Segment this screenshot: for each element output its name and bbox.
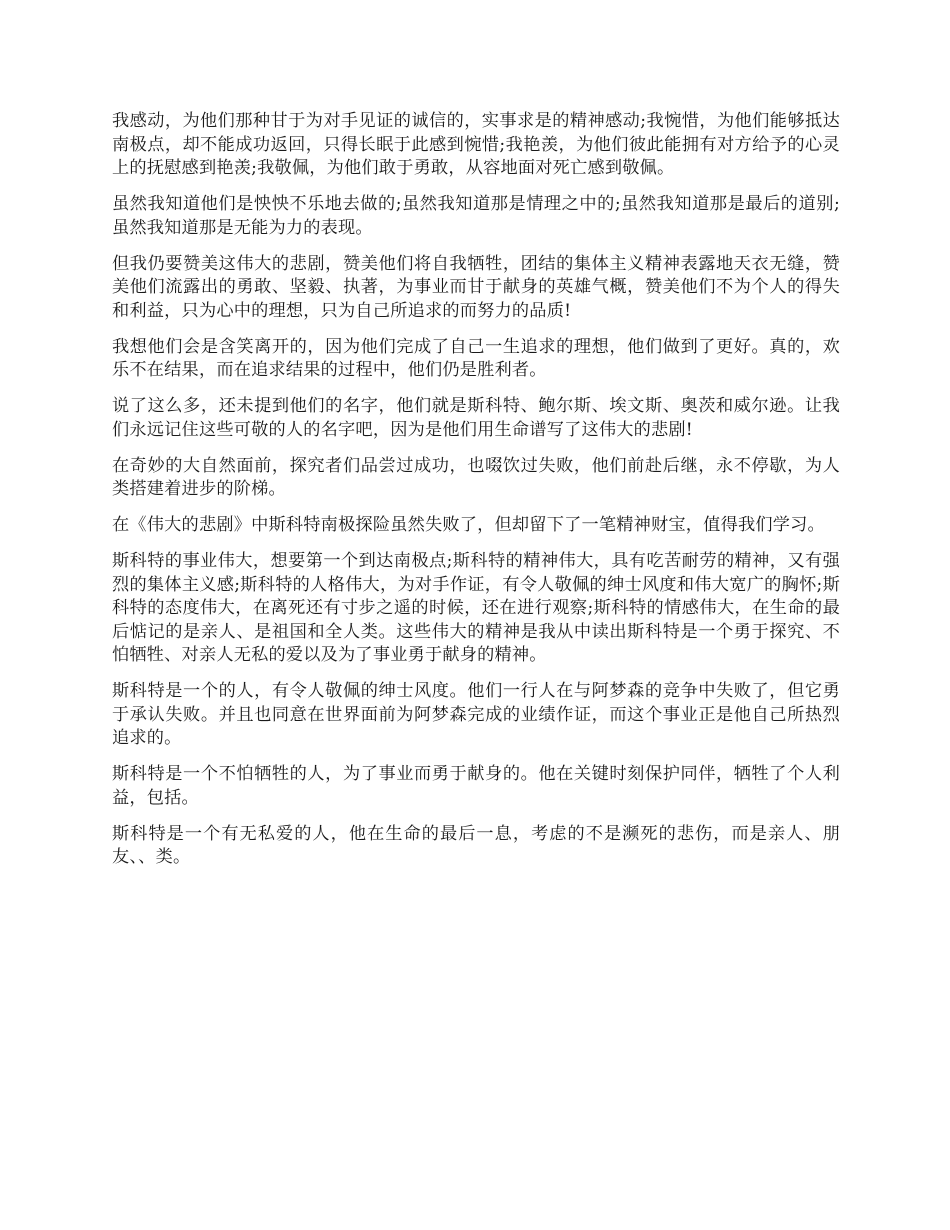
document-body (112, 110, 840, 882)
paragraph-10: 斯科特是一个不怕牺牲的人，为了事业而勇于献身的。他在关键时刻保护同伴，牺牲了个人利益，包括。 (112, 764, 840, 808)
paragraph-3: 但我仍要赞美这伟大的悲剧，赞美他们将自我牺牲，团结的集体主义精神表露地天衣无缝，赞美他们流露出的勇敢、坚毅、执著，为事业而甘于献身的英雄气概，赞美他们不为个人的得失和利益，只为心中的理想，只为自己所追求的而努力的品质! (112, 253, 840, 321)
paragraph-8: 斯科特的事业伟大，想要第一个到达南极点;斯科特的精神伟大，具有吃苦耐劳的精神，又有强烈的集体主义感;斯科特的人格伟大，为对手作证，有令人敬佩的绅士风度和伟大宽广的胸怀;斯科特的态度伟大，在离死还有寸步之遥的时候，还在进行观察;斯科特的情感伟大，在生命的最后惦记的是亲人、是祖国和全人类。这些伟大的精神是我从中读出斯科特是一个勇于探究、不怕牺牲、对亲人无私的爱以及为了事业勇于献身的精神。 (112, 551, 840, 665)
paragraph-7: 在《伟大的悲剧》中斯科特南极探险虽然失败了，但却留下了一笔精神财宝，值得我们学习。 (112, 515, 825, 535)
paragraph-6: 在奇妙的大自然面前，探究者们品尝过成功，也啜饮过失败，他们前赴后继，永不停歇，为人类搭建着进步的阶梯。 (112, 455, 840, 499)
paragraph-2: 虽然我知道他们是怏怏不乐地去做的;虽然我知道那是情理之中的;虽然我知道那是最后的道别;虽然我知道那是无能为力的表现。 (112, 194, 840, 238)
paragraph-9: 斯科特是一个的人，有令人敬佩的绅士风度。他们一行人在与阿梦森的竞争中失败了，但它勇于承认失败。并且也同意在世界面前为阿梦森完成的业绩作证，而这个事业正是他自己所热烈追求的。 (112, 681, 840, 748)
paragraph-1: 我感动，为他们那种甘于为对手见证的诚信的，实事求是的精神感动;我惋惜，为他们能够抵达南极点，却不能成功返回，只得长眠于此感到惋惜;我艳羡，为他们彼此能拥有对方给予的心灵上的抚慰感到艳羡;我敬佩，为他们敢于勇敢，从容地面对死亡感到敬佩。 (112, 111, 840, 178)
paragraph-5: 说了这么多，还未提到他们的名字，他们就是斯科特、鲍尔斯、埃文斯、奥茨和威尔逊。让我们永远记住这些可敬的人的名字吧，因为是他们用生命谱写了这伟大的悲剧! (112, 396, 840, 440)
paragraph-11: 斯科特是一个有无私爱的人，他在生命的最后一息，考虑的不是濒死的悲伤，而是亲人、朋友、、类。 (112, 823, 840, 867)
paragraph-4: 我想他们会是含笑离开的，因为他们完成了自己一生追求的理想，他们做到了更好。真的，欢乐不在结果，而在追求结果的过程中，他们仍是胜利者。 (112, 336, 840, 380)
